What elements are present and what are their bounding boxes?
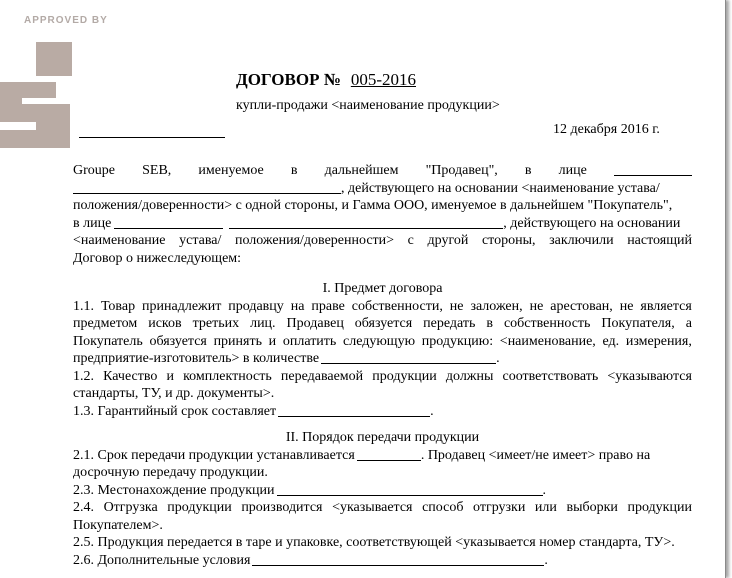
word: 2.4. — [73, 500, 94, 515]
word: именуемое — [198, 163, 264, 178]
word: обязуется — [149, 333, 207, 349]
contract-title — [236, 70, 416, 90]
contract-subtitle: купли-продажи <наименование продукции> — [236, 98, 500, 113]
word: комплектность — [183, 368, 272, 384]
warranty-blank — [278, 403, 430, 417]
clause-2-1-line-1 — [73, 447, 692, 465]
word: является — [640, 298, 692, 314]
word: 1.2. — [73, 368, 94, 384]
word: принадлежит — [142, 298, 222, 314]
city-blank-line — [79, 137, 225, 138]
word: оплатить — [282, 333, 337, 349]
additional-terms-blank — [252, 552, 544, 566]
word: SEB, — [142, 163, 172, 178]
clause-text: 2.3. Местонахождение продукции — [73, 482, 275, 498]
word: продукции — [167, 500, 232, 515]
preamble-text: в лице — [73, 215, 112, 231]
delivery-term-blank — [357, 447, 421, 461]
preamble-line-3 — [73, 197, 692, 215]
word: передать — [423, 316, 476, 331]
word: или — [534, 500, 557, 515]
clause-1-1-line-2 — [73, 315, 692, 333]
word: <указываются — [607, 368, 692, 384]
clause-text: предприятие-изготовитель> в количестве — [73, 351, 320, 366]
word: продукции — [627, 500, 692, 515]
word: лиц. — [250, 316, 276, 331]
clause-2-4-line-1 — [73, 499, 692, 517]
section-2-heading: II. Порядок передачи продукции — [285, 430, 480, 445]
preamble-line-4 — [73, 215, 692, 233]
preamble — [73, 162, 692, 267]
preamble-line-1 — [73, 162, 692, 180]
word: Качество — [103, 368, 158, 384]
word: Продавец — [286, 316, 344, 331]
word: передаваемой — [280, 368, 364, 384]
word: исков — [148, 316, 182, 331]
word: собственность — [503, 316, 591, 331]
word: стороны, — [481, 233, 536, 248]
word: заложен, — [470, 298, 523, 314]
word: заключили — [549, 233, 614, 248]
word: выборки — [566, 500, 618, 515]
clause-text: 1.3. Гарантийный срок составляет — [73, 403, 277, 419]
clause-text: досрочную передачу продукции. — [73, 465, 268, 480]
buyer-rep-blank-2 — [229, 215, 503, 229]
word: в — [524, 163, 532, 178]
clause-1-2-line-2 — [73, 385, 692, 403]
word: Отгрузка — [103, 500, 158, 515]
clause-text: . — [542, 482, 546, 498]
word: ед. — [602, 333, 620, 349]
clause-2-4-line-2 — [73, 517, 692, 535]
buyer-rep-blank-1 — [114, 215, 223, 229]
clause-text: . — [496, 351, 500, 366]
word: на — [290, 298, 305, 314]
word: лице — [558, 163, 587, 178]
word: <указывается — [332, 500, 413, 515]
word: в — [290, 163, 298, 178]
word: следующую — [343, 333, 416, 349]
word: и — [166, 368, 174, 384]
clause-text: Покупателем>. — [73, 517, 163, 533]
word: не — [529, 298, 544, 314]
word: должны — [445, 368, 494, 384]
word: производится — [241, 500, 323, 515]
section-2 — [73, 429, 692, 569]
word: и — [268, 333, 277, 349]
word: принять — [213, 333, 262, 349]
approved-by-watermark: APPROVED BY — [24, 15, 108, 26]
clause-text: 2.5. Продукция передается в таре и упаковке, соответствующей <указывается номер стандарта, ТУ>. — [73, 535, 675, 550]
word: Покупателя, — [601, 316, 675, 331]
preamble-line-6 — [73, 250, 692, 268]
word: не — [449, 298, 464, 314]
preamble-text: , действующего на основании — [503, 215, 681, 231]
preamble-text: , действующего на основании <наименование устава/ — [341, 180, 660, 196]
word: способ — [422, 500, 464, 515]
clause-1-3 — [73, 403, 692, 421]
word: продукцию: — [421, 333, 494, 349]
section-1 — [73, 280, 692, 420]
word: 1.1. — [73, 298, 94, 314]
word: Groupe — [73, 163, 115, 178]
quantity-blank — [321, 350, 496, 364]
word: продавцу — [228, 298, 284, 314]
word: с — [407, 233, 414, 248]
word: <наименование, — [499, 333, 596, 349]
clause-text: . Продавец <имеет/не имеет> право на — [420, 447, 651, 463]
clause-1-1-line-4 — [73, 350, 692, 368]
clause-text: 2.1. Срок передачи продукции устанавливается — [73, 447, 355, 463]
preamble-line-5 — [73, 232, 692, 250]
contract-date: 12 декабря 2016 г. — [553, 122, 660, 137]
word: арестован, — [550, 298, 613, 314]
clause-1-1-line-1 — [73, 298, 692, 316]
clause-1-1-line-3 — [73, 333, 692, 351]
word: Товар — [100, 298, 136, 314]
location-blank — [277, 482, 543, 496]
word: праве — [311, 298, 345, 314]
word: не — [619, 298, 634, 314]
word: обязуется — [354, 316, 413, 331]
word: в — [486, 316, 493, 331]
word: продукции — [372, 368, 437, 384]
clause-2-1-line-2 — [73, 464, 692, 482]
word: предметом — [73, 316, 138, 331]
preamble-line-2 — [73, 180, 692, 198]
section-1-heading: I. Предмет договора — [322, 281, 443, 296]
word: устава/ — [179, 233, 222, 248]
logo-s-icon — [0, 38, 80, 150]
word: положения/доверенности> — [234, 233, 395, 248]
word: настоящий — [627, 233, 692, 248]
word: <наименование — [73, 233, 166, 248]
word: измерения, — [625, 333, 692, 349]
clause-text: 2.6. Дополнительные условия — [73, 552, 251, 568]
word: Покупатель — [73, 333, 143, 349]
clause-2-5 — [73, 534, 692, 552]
word: собственности, — [351, 298, 443, 314]
word: другой — [427, 233, 469, 248]
clause-text: стандарты, ТУ, и др. документы>. — [73, 386, 275, 401]
representative-blank — [614, 162, 692, 176]
word: соответствовать — [502, 368, 599, 384]
clause-2-6 — [73, 552, 692, 570]
word: а — [685, 316, 692, 331]
contract-number: 005-2016 — [350, 70, 416, 89]
word: отгрузки — [473, 500, 526, 515]
clause-text: . — [544, 552, 548, 568]
clause-1-2-line-1 — [73, 368, 692, 386]
representative-name-blank — [73, 180, 341, 194]
preamble-text: Договор о нижеследующем: — [73, 250, 242, 266]
contract-title-label: ДОГОВОР № — [236, 70, 341, 89]
word: третьих — [192, 316, 240, 331]
clause-text: . — [430, 403, 434, 419]
preamble-text: положения/доверенности> с одной стороны, и Гамма ООО, именуемое в дальнейшем "Покупатель", — [73, 198, 673, 213]
word: дальнейшем — [324, 163, 399, 178]
clause-2-3 — [73, 482, 692, 500]
word: "Продавец", — [425, 163, 498, 178]
